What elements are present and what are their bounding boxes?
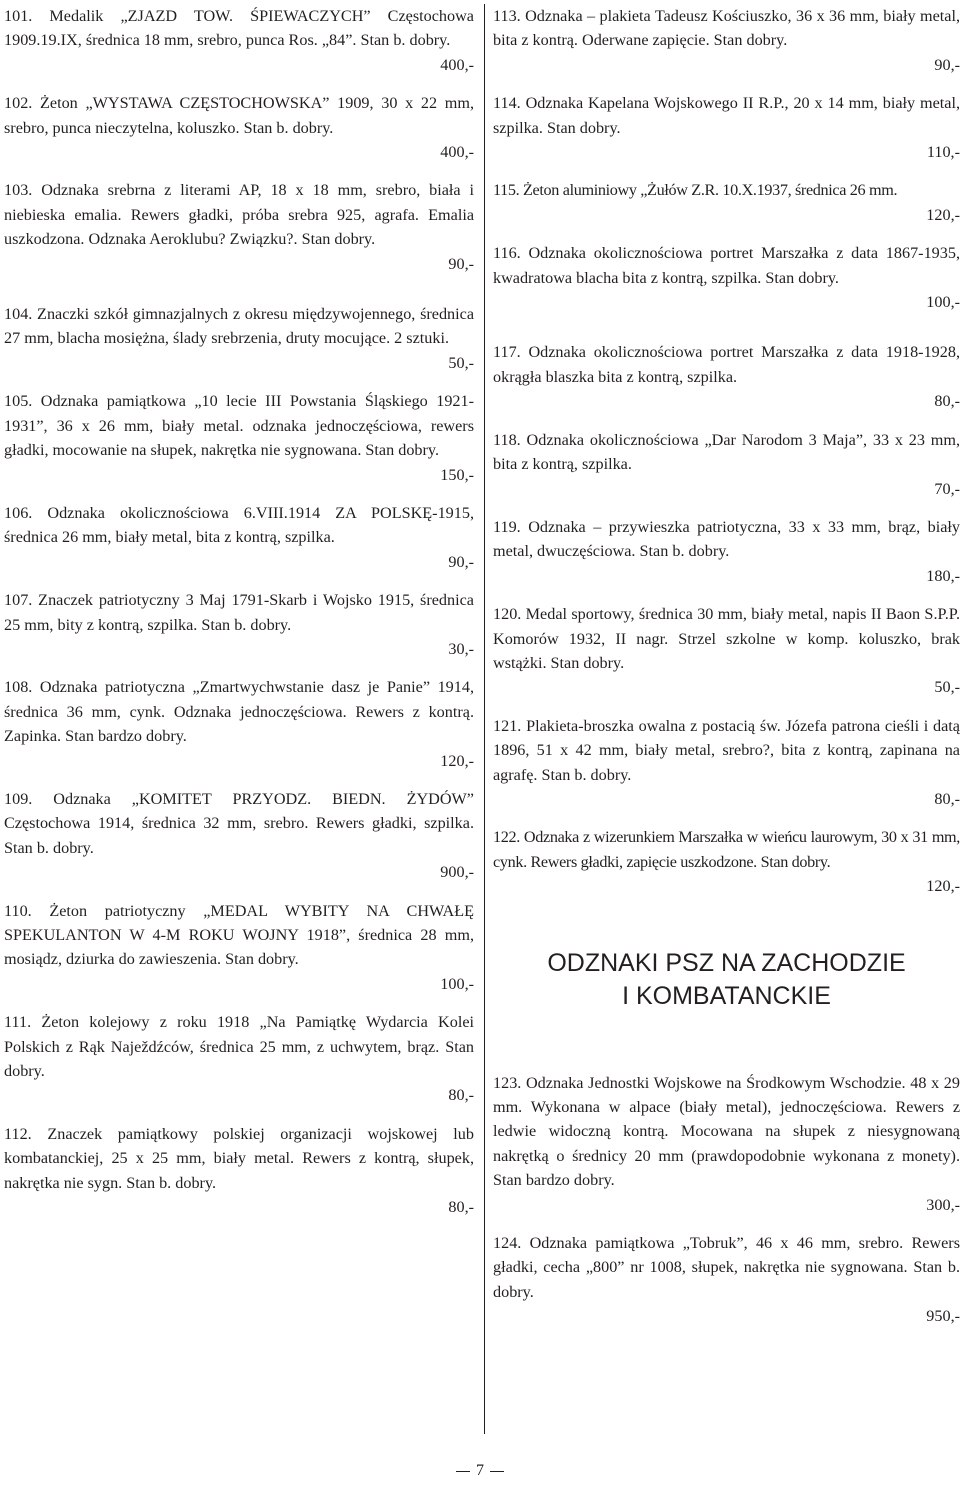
entry-text: 111. Żeton kolejowy z roku 1918 „Na Pamiątkę Wydarcia Kolei Polskich z Rąk Naježdźców, średnica 25 mm, z uchwytem, brąz. Stan dobry. [4, 1013, 474, 1081]
footer-dash [490, 1471, 504, 1472]
catalog-entry [4, 91, 474, 164]
entry-price: 900,- [440, 863, 474, 882]
catalog-entry [493, 515, 960, 588]
section-heading-line: I KOMBATANCKIE [622, 981, 831, 1010]
catalog-entry [493, 340, 960, 413]
catalog-entry [4, 4, 474, 77]
entry-text: 122. Odznaka z wizerunkiem Marszałka w wieńcu laurowym, 30 x 31 mm, cynk. Rewers gładki, zapięcie uszkodzone. Stan dobry. [493, 828, 960, 871]
entry-text: 116. Odznaka okolicznościowa portret Marszałka z data 1867-1935, kwadratowa blacha bita z kontrą, szpilka. Stan dobry. [493, 244, 960, 287]
entry-text: 105. Odznaka pamiątkowa „10 lecie III Powstania Śląskiego 1921-1931”, 36 x 26 mm, biały metal. odznaka jednoczęściowa, rewers gładki, mocowanie na słupek, nakrętka nie sygnowana. Stan dobry. [4, 392, 474, 460]
entry-text: 123. Odznaka Jednostki Wojskowe na Środkowym Wschodzie. 48 x 29 mm. Wykonana w alpace (biały metal), jednoczęściowa. Rewers z ledwie widoczną kontrą. Mocowana na słupek z niesygnowaną nakrętką o średnicy 20 mm (prawdopodobnie wykonana z monety). Stan bardzo dobry. [493, 1073, 960, 1190]
catalog-entry [493, 1071, 960, 1217]
catalog-entry [4, 787, 474, 885]
entry-text: 121. Plakieta-broszka owalna z postacią św. Józefa patrona cieśli i datą 1896, 51 x 42 mm, biały metal, srebro?, bita z kontrą, zapinana na agrafę. Stan b. dobry. [493, 716, 960, 784]
catalog-entry [493, 178, 960, 227]
catalog-entry [493, 602, 960, 700]
catalog-entry [4, 302, 474, 375]
entry-text: 103. Odznaka srebrna z literami AP, 18 x 18 mm, srebro, biała i niebieska emalia. Rewers gładki, próba srebra 925, agrafa. Emalia uszkodzona. Odznaka Aeroklubu? Związku?. Stan dobry. [4, 181, 474, 249]
entry-price: 150,- [440, 465, 474, 484]
entry-text: 117. Odznaka okolicznościowa portret Marszałka z data 1918-1928, okrągła blaszka bita z kontrą, szpilka. [493, 343, 960, 386]
catalog-entry [4, 588, 474, 661]
entry-text: 104. Znaczki szkół gimnazjalnych z okresu międzywojennego, średnica 27 mm, blacha mosiężna, ślady srebrzenia, druty mocujące. 2 sztuki. [4, 305, 474, 348]
entry-price: 400,- [440, 55, 474, 74]
entry-price: 950,- [926, 1307, 960, 1326]
right-column [493, 4, 960, 1329]
entry-text: 120. Medal sportowy, średnica 30 mm, biały metal, napis II Baon S.P.P. Komorów 1932, II nagr. Strzel szkolne w komp. koluszko, brak wstążki. Stan dobry. [493, 605, 960, 672]
section-heading [493, 947, 960, 1013]
entry-price: 120,- [926, 877, 960, 896]
entry-text: 112. Znaczek pamiątkowy polskiej organizacji wojskowej lub kombatanckiej, 25 x 25 mm, biały metal. Rewers z kontrą, słupek, nakrętka nie sygn. Stan b. dobry. [4, 1124, 474, 1192]
entry-price: 90,- [448, 254, 474, 273]
catalog-entry [493, 825, 960, 898]
section-heading-line: ODZNAKI PSZ NA ZACHODZIE [547, 948, 906, 977]
catalog-entry [4, 899, 474, 997]
entry-text: 101. Medalik „ZJAZD TOW. ŚPIEWACZYCH” Częstochowa 1909.19.IX, średnica 18 mm, srebro, punca Ros. „84”. Stan b. dobry. [4, 7, 474, 50]
entry-price: 100,- [440, 974, 474, 993]
entry-text: 119. Odznaka – przywieszka patriotyczna, 33 x 33 mm, brąz, biały metal, dwuczęściowa. Stan b. dobry. [493, 517, 960, 561]
catalog-entry [4, 178, 474, 276]
entry-text: 115. Żeton aluminiowy „Żułów Z.R. 10.X.1937, średnica 26 mm. [493, 181, 898, 200]
entry-price: 90,- [934, 55, 960, 74]
entry-price: 50,- [934, 678, 960, 697]
entry-price: 300,- [926, 1195, 960, 1214]
catalog-entry [4, 1122, 474, 1220]
footer-dash [456, 1471, 470, 1472]
entry-text: 106. Odznaka okolicznościowa 6.VIII.1914 ZA POLSKĘ-1915, średnica 26 mm, biały metal, bita z kontrą, szpilka. [4, 503, 474, 547]
page-footer [0, 1462, 960, 1480]
entry-text: 107. Znaczek patriotyczny 3 Maj 1791-Skarb i Wojsko 1915, średnica 25 mm, bity z kontrą, szpilka. Stan b. dobry. [4, 591, 474, 634]
catalog-entry [4, 501, 474, 574]
entry-price: 80,- [934, 789, 960, 808]
entry-price: 100,- [926, 293, 960, 312]
catalog-entry [493, 714, 960, 812]
entry-price: 50,- [448, 353, 474, 372]
entry-text: 118. Odznaka okolicznościowa „Dar Narodom 3 Maja”, 33 x 23 mm, bita z kontrą, szpilka. [493, 430, 960, 474]
entry-text: 108. Odznaka patriotyczna „Zmartwychwstanie dasz je Panie” 1914, średnica 36 mm, cynk. Odznaka jednoczęściowa. Rewers z kontrą. Zapinka. Stan bardzo dobry. [4, 678, 474, 746]
catalog-entry [4, 389, 474, 487]
entry-price: 80,- [934, 392, 960, 411]
entry-price: 120,- [440, 751, 474, 770]
entry-text: 124. Odznaka pamiątkowa „Tobruk”, 46 x 46 mm, srebro. Rewers gładki, cecha „800” nr 1008, słupek, nakrętka nie sygnowana. Stan b. dobry. [493, 1234, 960, 1301]
entry-text: 102. Żeton „WYSTAWA CZĘSTOCHOWSKA” 1909, 30 x 22 mm, srebro, punca nieczytelna, koluszko. Stan b. dobry. [4, 94, 474, 137]
catalog-entry [493, 1231, 960, 1329]
catalog-entry [493, 91, 960, 164]
entry-text: 114. Odznaka Kapelana Wojskowego II R.P., 20 x 14 mm, biały metal, szpilka. Stan dobry. [493, 94, 960, 137]
entry-text: 113. Odznaka – plakieta Tadeusz Kościuszko, 36 x 36 mm, biały metal, bita z kontrą. Oderwane zapięcie. Stan dobry. [493, 7, 960, 50]
entry-price: 120,- [926, 205, 960, 224]
catalog-entry [493, 241, 960, 314]
entry-price: 180,- [926, 566, 960, 585]
page-number: 7 [476, 1462, 484, 1479]
entry-price: 70,- [934, 479, 960, 498]
catalog-entry [493, 4, 960, 77]
catalog-entry [4, 675, 474, 773]
entry-text: 109. Odznaka „KOMITET PRZYODZ. BIEDN. ŻYDÓW” Częstochowa 1914, średnica 32 mm, srebro. Rewers gładki, szpilka. Stan b. dobry. [4, 789, 474, 857]
entry-price: 90,- [448, 552, 474, 571]
entry-price: 30,- [448, 639, 474, 658]
column-divider [484, 4, 485, 1434]
entry-price: 400,- [440, 143, 474, 162]
entry-text: 110. Żeton patriotyczny „MEDAL WYBITY NA CHWAŁĘ SPEKULANTON W 4-M ROKU WOJNY 1918”, średnica 28 mm, mosiądz, dziurka do zawieszenia. Stan dobry. [4, 901, 474, 969]
catalog-entry [4, 1010, 474, 1108]
entry-price: 80,- [448, 1198, 474, 1217]
catalog-entry [493, 428, 960, 501]
left-column [4, 4, 474, 1219]
entry-price: 80,- [448, 1086, 474, 1105]
entry-price: 110,- [926, 143, 960, 162]
